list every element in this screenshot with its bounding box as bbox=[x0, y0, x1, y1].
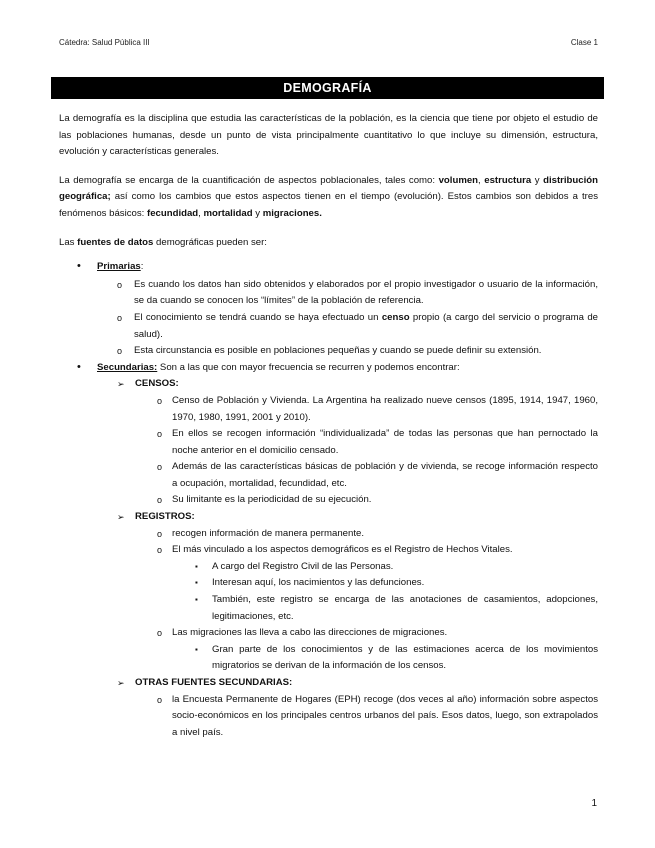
header-course: Cátedra: Salud Pública III bbox=[59, 38, 150, 47]
bullet-square-icon: ▪ bbox=[195, 644, 198, 654]
list-item: ▪ Interesan aquí, los nacimientos y las defunciones. bbox=[59, 575, 598, 592]
list-item: o El más vinculado a los aspectos demográficos es el Registro de Hechos Vitales. bbox=[59, 542, 598, 559]
bullet-circle-icon: o bbox=[157, 395, 163, 406]
bullet-dot-icon: • bbox=[77, 260, 81, 273]
list-item: ▪ Gran parte de los conocimientos y de las estimaciones acerca de los movimientos migratorios se derivan de la información de los censos. bbox=[195, 643, 598, 672]
list-item: o En ellos se recogen información “individualizada” de todas las personas que han pernoctado la noche anterior en el domicilio censado. bbox=[157, 428, 598, 456]
bullet-square-icon: ▪ bbox=[195, 561, 198, 571]
list-item: o Además de las características básicas de población y de vivienda, se recoge información respecto a ocupación, mortalidad, fecundidad, etc. bbox=[157, 461, 598, 489]
bullet-square-icon: ▪ bbox=[195, 578, 198, 588]
list-item: o Esta circunstancia es posible en poblaciones pequeñas y cuando se puede definir su extensión. bbox=[59, 343, 598, 360]
list-item: o recogen información de manera permanente. bbox=[59, 526, 598, 543]
arrow-bullet-icon: ➢ bbox=[117, 379, 125, 390]
intro-paragraph-3: Las fuentes de datos demográficas pueden ser: bbox=[59, 236, 267, 248]
bullet-circle-icon: o bbox=[157, 495, 163, 506]
list-item: ▪ A cargo del Registro Civil de las Personas. bbox=[59, 559, 598, 576]
list-item: o El conocimiento se tendrá cuando se haya efectuado un censo propio (a cargo del servicio o programa de salud). bbox=[117, 311, 598, 340]
page-title: DEMOGRAFÍA bbox=[51, 77, 604, 99]
list-item-otras-fuentes: ➢ OTRAS FUENTES SECUNDARIAS: bbox=[59, 675, 598, 692]
bullet-circle-icon: o bbox=[117, 279, 123, 290]
intro-paragraph-1: La demografía es la disciplina que estudia las características de la población, es la ciencia que tiene por objeto el estudio de las poblaciones humanas, desde un punto de vista principalmente cuantitativo lo que incluye su dimensión, estructura, evolución y características generales. bbox=[59, 113, 598, 158]
bullet-dot-icon: • bbox=[77, 360, 81, 373]
list-item: o Su limitante es la periodicidad de su ejecución. bbox=[59, 492, 598, 509]
bullet-circle-icon: o bbox=[157, 694, 163, 705]
document-body bbox=[59, 111, 598, 741]
bullet-circle-icon: o bbox=[157, 528, 163, 539]
list-item-registros: ➢ REGISTROS: bbox=[59, 509, 598, 526]
list-item: o la Encuesta Permanente de Hogares (EPH) recoge (dos veces al año) información sobre aspectos socio-económicos en los principales centros urbanos del país. Esos datos, luego, son extrapolados a nivel país. bbox=[157, 693, 598, 738]
bullet-circle-icon: o bbox=[117, 346, 123, 357]
bullet-square-icon: ▪ bbox=[195, 595, 198, 605]
arrow-bullet-icon: ➢ bbox=[117, 678, 125, 688]
list-item-censos: ➢ CENSOS: bbox=[59, 376, 598, 393]
list-item-primarias: • Primarias: bbox=[59, 259, 598, 276]
list-item: o Las migraciones las lleva a cabo las direcciones de migraciones. bbox=[59, 625, 598, 642]
list-item: o Es cuando los datos han sido obtenidos y elaborados por el propio investigador o usuario de la información, se da cuando se conocen los “límites” de la población de referencia. bbox=[117, 278, 598, 307]
list-item: ▪ También, este registro se encarga de las anotaciones de casamientos, adopciones, legitimaciones, etc. bbox=[195, 594, 598, 622]
arrow-bullet-icon: ➢ bbox=[117, 512, 125, 523]
list-item: o Censo de Población y Vivienda. La Argentina ha realizado nueve censos (1895, 1914, 1947, 1960, 1970, 1980, 1991, 2001 y 2010). bbox=[157, 394, 598, 423]
bullet-circle-icon: o bbox=[157, 462, 163, 473]
bullet-circle-icon: o bbox=[157, 628, 163, 639]
bullet-circle-icon: o bbox=[117, 312, 123, 323]
bullet-circle-icon: o bbox=[157, 429, 163, 440]
list-item-secundarias: • Secundarias: Son a las que con mayor frecuencia se recurren y podemos encontrar: bbox=[59, 360, 598, 377]
bullet-circle-icon: o bbox=[157, 545, 163, 556]
page-number: 1 bbox=[591, 798, 597, 809]
intro-paragraph-2: La demografía se encarga de la cuantificación de aspectos poblacionales, tales como: volumen, estructura y distribución geográfica; así como los cambios que estos aspectos tienen en el tiempo (evolución). Estos cambios son debidos a tres fenómenos básicos: fecundidad, mortalidad y migraciones. bbox=[59, 174, 598, 219]
header-class: Clase 1 bbox=[570, 38, 598, 47]
